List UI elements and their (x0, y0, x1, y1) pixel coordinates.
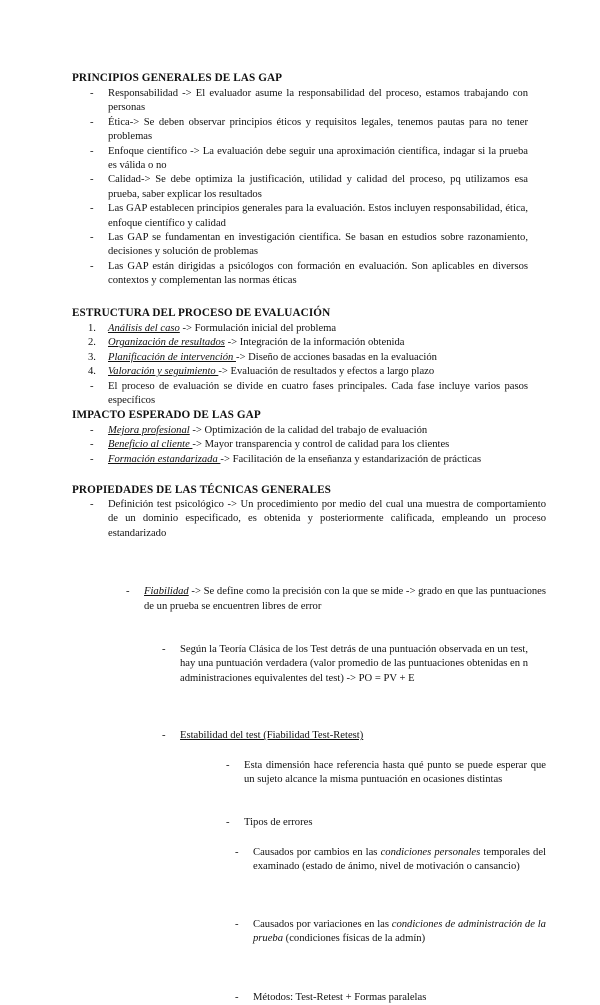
phase-term: Planificación de intervención (108, 351, 236, 363)
tct-text: Según la Teoría Clásica de los Test detrás de una puntuación observada en un test, hay una puntuación verdadera (valor promedio de las puntuaciones obtenidas en n administraciones equivalentes del test) -> PO = PV + E (180, 644, 529, 684)
list-item (90, 116, 528, 145)
list-item-text: Ética-> Se deben observar principios éticos y requisitos legales, tenemos pautas para no tener problemas (108, 116, 528, 143)
phase-term: Análisis del caso (108, 323, 180, 334)
error-text: temporales del examinado (estado de ánimo, nivel de motivación o cansancio) (253, 846, 547, 873)
dash-marker: - (226, 759, 230, 771)
dash-marker: - (235, 991, 239, 1003)
list-item (90, 145, 528, 174)
estabilidad-item (162, 729, 528, 743)
definicion-text: Definición test psicológico -> Un procedimiento por medio del cual una muestra de comportamiento de un dominio especificado, es obtenida y posteriormente calificada, empleando un proceso estandarizado (108, 499, 546, 539)
error-text: Causados por cambios en las (253, 846, 381, 858)
list-item (90, 380, 528, 409)
impact-description: -> Optimización de la calidad del trabajo de evaluación (189, 425, 428, 436)
error-text: (condiciones físicas de la admín) (283, 933, 426, 945)
list-item (90, 424, 528, 438)
list-item-text: El proceso de evaluación se divide en cuatro fases principales. Cada fase incluye varios pasos específicos (108, 380, 528, 407)
section-title-propiedades: PROPIEDADES DE LAS TÉCNICAS GENERALES (72, 484, 332, 496)
section-title-principios: PRINCIPIOS GENERALES DE LAS GAP (72, 72, 283, 84)
error-emphasis: condiciones personales (380, 846, 481, 858)
list-item (90, 351, 528, 365)
error-item (235, 846, 546, 875)
list-item (90, 365, 528, 379)
impact-term: Formación estandarizada (108, 453, 221, 465)
definicion-item (90, 498, 546, 541)
error-text: Causados por variaciones en las (253, 918, 392, 930)
dash-marker: - (90, 425, 94, 436)
list-item (90, 336, 528, 350)
tipos-item (226, 816, 546, 830)
phase-description: -> Integración de la información obtenida (224, 337, 405, 349)
list-item-text: Las GAP están dirigidas a psicólogos con formación en evaluación. Son aplicables en diversos contextos y complementan las normas éticas (108, 260, 528, 287)
list-item (90, 322, 528, 336)
section-title-impacto: IMPACTO ESPERADO DE LAS GAP (72, 409, 261, 421)
list-item-text: Enfoque científico -> La evaluación debe seguir una aproximación científica, indagar si la prueba es válida o no (108, 145, 528, 172)
dash-marker: - (90, 439, 94, 451)
dash-marker: - (90, 260, 94, 272)
phase-description: -> Evaluación de resultados y efectos a largo plazo (218, 366, 435, 378)
dash-marker: - (226, 817, 230, 829)
impact-term: Mejora profesional (108, 425, 190, 436)
dash-marker: - (235, 846, 239, 858)
list-number: 3. (88, 351, 96, 363)
phase-description: -> Formulación inicial del problema (179, 323, 337, 334)
fiabilidad-item (126, 585, 546, 614)
metodos-item (235, 991, 546, 1005)
dash-marker: - (90, 174, 94, 186)
list-item (90, 260, 528, 289)
dash-marker: - (90, 499, 94, 510)
error-item (235, 918, 546, 947)
list-item-text: Responsabilidad -> El evaluador asume la responsabilidad del proceso, estamos trabajando con personas (108, 88, 528, 114)
estabilidad-heading: Estabilidad del test (Fiabilidad Test-Retest) (180, 730, 364, 742)
list-item (90, 231, 528, 260)
dash-marker: - (90, 232, 94, 244)
list-item (90, 87, 528, 116)
error-emphasis: condiciones de administración de la prueba (253, 918, 546, 945)
phase-description: -> Diseño de acciones basadas en la evaluación (235, 351, 437, 363)
dash-marker: - (162, 730, 166, 742)
list-number: 4. (88, 366, 96, 378)
list-item (90, 438, 528, 452)
fiabilidad-description: -> Se define como la precisión con la que se mide -> grado en que las puntuaciones de un prueba se encuentren libres de error (144, 586, 546, 612)
principios-list (90, 87, 528, 289)
dash-marker: - (90, 116, 94, 128)
impacto-list (90, 424, 528, 467)
impact-description: -> Mayor transparencia y control de calidad para los clientes (192, 439, 450, 451)
list-item-text: Calidad-> Se debe optimiza la justificación, utilidad y calidad del proceso, pq utilizamos esa prueba, saber explicar los resultados (108, 174, 528, 200)
impact-term: Beneficio al cliente (108, 439, 193, 451)
list-number: 1. (88, 323, 96, 334)
list-item-text: Las GAP establecen principios generales para la evaluación. Estos incluyen responsabilidad, ética, enfoque científico y calidad (108, 203, 528, 229)
list-item-text: Las GAP se fundamentan en investigación científica. Se basan en estudios sobre razonamiento, decisiones y solución de problemas (108, 232, 528, 258)
dash-marker: - (90, 203, 94, 215)
dash-marker: - (90, 453, 94, 465)
fiabilidad-term: Fiabilidad (144, 586, 189, 598)
dash-marker: - (90, 145, 94, 157)
dash-marker: - (235, 918, 239, 930)
list-item (90, 453, 528, 467)
estructura-list (90, 322, 528, 408)
phase-term: Valoración y seguimiento (108, 366, 219, 378)
dash-marker: - (162, 644, 166, 656)
dash-marker: - (90, 380, 94, 392)
tipos-heading: Tipos de errores (244, 817, 313, 829)
tct-item (162, 643, 528, 686)
list-item (90, 202, 528, 231)
list-item (90, 173, 528, 202)
impact-description: -> Facilitación de la enseñanza y estandarización de prácticas (220, 453, 482, 465)
section-title-estructura: ESTRUCTURA DEL PROCESO DE EVALUACIÓN (72, 307, 331, 319)
phase-term: Organización de resultados (108, 337, 225, 349)
metodos-text: Métodos: Test-Retest + Formas paralelas (253, 991, 427, 1003)
list-number: 2. (88, 337, 96, 349)
dimension-item (226, 759, 546, 788)
dash-marker: - (90, 88, 94, 99)
dimension-text: Esta dimensión hace referencia hasta qué punto se puede esperar que un sujeto alcance la misma puntuación en ocasiones distintas (244, 759, 546, 786)
dash-marker: - (126, 586, 130, 598)
